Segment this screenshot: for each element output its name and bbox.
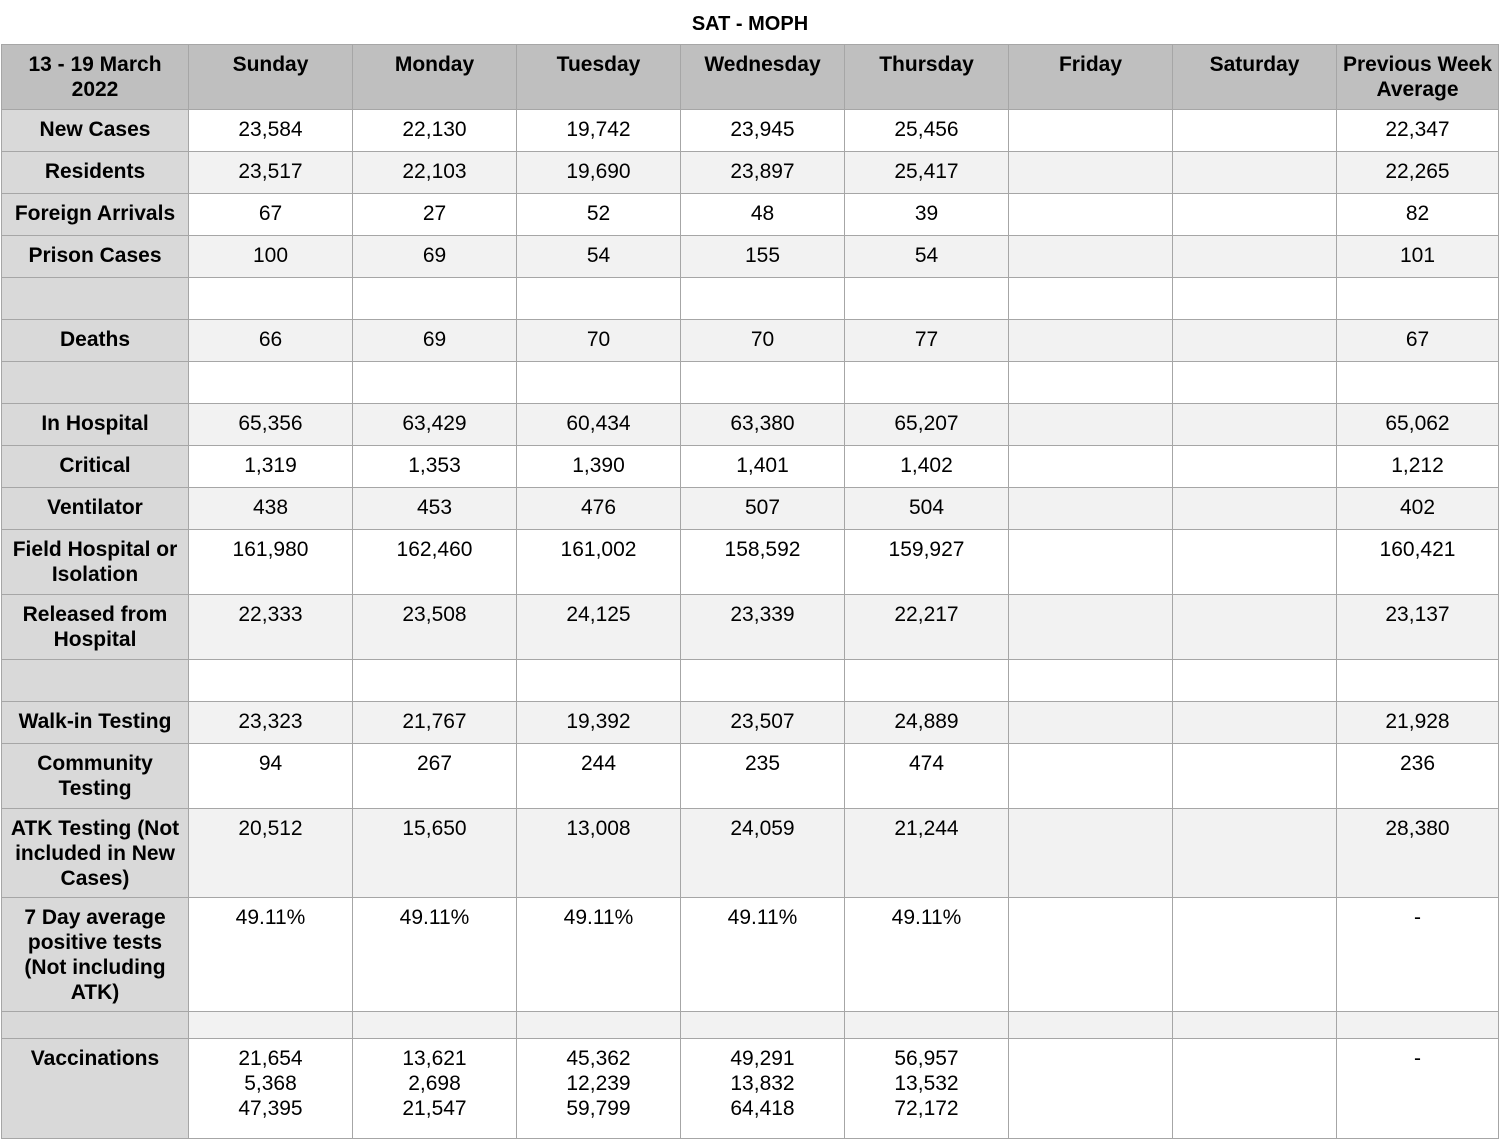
table-cell: 67 xyxy=(189,194,353,236)
table-cell xyxy=(1173,702,1337,744)
vaccination-value: 12,239 xyxy=(566,1072,631,1095)
vaccination-cell xyxy=(353,1039,517,1139)
table-cell: 27 xyxy=(353,194,517,236)
table-cell: 20,512 xyxy=(189,809,353,898)
table-row xyxy=(2,236,1499,278)
table-cell: 1,402 xyxy=(845,446,1009,488)
table-cell xyxy=(189,1012,353,1039)
row-label xyxy=(2,362,189,404)
table-cell: 1,390 xyxy=(517,446,681,488)
table-cell: 54 xyxy=(845,236,1009,278)
table-body xyxy=(2,110,1499,1139)
table-cell xyxy=(681,362,845,404)
average-cell: 28,380 xyxy=(1337,809,1499,898)
table-cell xyxy=(1009,110,1173,152)
average-cell: 67 xyxy=(1337,320,1499,362)
table-cell xyxy=(1009,809,1173,898)
table-cell: 69 xyxy=(353,320,517,362)
table-cell xyxy=(1009,278,1173,320)
table-cell: 70 xyxy=(517,320,681,362)
row-label: Deaths xyxy=(2,320,189,362)
table-cell: 25,417 xyxy=(845,152,1009,194)
vaccination-value: 47,395 xyxy=(238,1097,303,1120)
table-cell: 94 xyxy=(189,744,353,809)
table-cell xyxy=(1173,236,1337,278)
table-cell: 52 xyxy=(517,194,681,236)
table-cell: 63,380 xyxy=(681,404,845,446)
table-cell: 158,592 xyxy=(681,530,845,595)
row-label xyxy=(2,1012,189,1039)
table-cell xyxy=(1009,152,1173,194)
table-row xyxy=(2,404,1499,446)
table-cell: 49.11% xyxy=(189,898,353,1012)
table-cell xyxy=(1009,194,1173,236)
table-cell xyxy=(681,278,845,320)
row-label: ATK Testing (Not included in New Cases) xyxy=(2,809,189,898)
table-cell xyxy=(1009,898,1173,1012)
table-row xyxy=(2,152,1499,194)
average-cell: 23,137 xyxy=(1337,595,1499,660)
table-cell: 49.11% xyxy=(681,898,845,1012)
table-cell: 23,323 xyxy=(189,702,353,744)
table-cell: 155 xyxy=(681,236,845,278)
average-cell: 1,212 xyxy=(1337,446,1499,488)
table-cell: 15,650 xyxy=(353,809,517,898)
table-cell: 1,319 xyxy=(189,446,353,488)
table-cell xyxy=(845,278,1009,320)
table-cell: 39 xyxy=(845,194,1009,236)
vaccination-cell xyxy=(1009,1039,1173,1139)
table-cell: 161,980 xyxy=(189,530,353,595)
table-cell xyxy=(1009,236,1173,278)
header-day-wednesday: Wednesday xyxy=(681,45,845,110)
vaccination-value: 49,291 xyxy=(730,1047,795,1070)
table-cell: 70 xyxy=(681,320,845,362)
table-cell xyxy=(189,278,353,320)
table-cell xyxy=(1173,595,1337,660)
row-label: Critical xyxy=(2,446,189,488)
table-row xyxy=(2,898,1499,1012)
table-cell: 474 xyxy=(845,744,1009,809)
vaccination-cell xyxy=(1173,1039,1337,1139)
vaccination-value: 13,532 xyxy=(894,1072,959,1095)
table-cell: 19,690 xyxy=(517,152,681,194)
header-day-monday: Monday xyxy=(353,45,517,110)
table-cell: 24,059 xyxy=(681,809,845,898)
table-cell: 1,401 xyxy=(681,446,845,488)
vaccination-value: 56,957 xyxy=(894,1047,959,1070)
header-day-friday: Friday xyxy=(1009,45,1173,110)
table-cell xyxy=(1009,660,1173,702)
table-cell: 63,429 xyxy=(353,404,517,446)
row-label: Ventilator xyxy=(2,488,189,530)
vaccination-value: 72,172 xyxy=(894,1097,959,1120)
table-cell: 77 xyxy=(845,320,1009,362)
table-cell: 22,103 xyxy=(353,152,517,194)
table-cell xyxy=(1009,362,1173,404)
table-cell xyxy=(517,660,681,702)
table-cell: 66 xyxy=(189,320,353,362)
average-cell xyxy=(1337,1012,1499,1039)
table-cell: 476 xyxy=(517,488,681,530)
table-cell xyxy=(845,362,1009,404)
table-cell xyxy=(517,1012,681,1039)
vaccination-value: 13,621 xyxy=(402,1047,467,1070)
table-cell xyxy=(1173,152,1337,194)
table-cell: 69 xyxy=(353,236,517,278)
row-label: 7 Day average positive tests (Not including ATK) xyxy=(2,898,189,1012)
table-cell: 244 xyxy=(517,744,681,809)
average-cell: - xyxy=(1337,898,1499,1012)
table-cell xyxy=(1173,530,1337,595)
vaccination-cell xyxy=(189,1039,353,1139)
table-cell xyxy=(517,362,681,404)
table-cell: 161,002 xyxy=(517,530,681,595)
row-label: Foreign Arrivals xyxy=(2,194,189,236)
table-cell xyxy=(1009,530,1173,595)
table-cell xyxy=(1009,404,1173,446)
table-row xyxy=(2,702,1499,744)
table-cell xyxy=(1009,446,1173,488)
average-cell xyxy=(1337,362,1499,404)
average-cell: 82 xyxy=(1337,194,1499,236)
table-cell xyxy=(1173,898,1337,1012)
table-row xyxy=(2,110,1499,152)
table-cell: 49.11% xyxy=(353,898,517,1012)
header-day-saturday: Saturday xyxy=(1173,45,1337,110)
spacer-row xyxy=(2,362,1499,404)
row-label: Prison Cases xyxy=(2,236,189,278)
table-cell xyxy=(1173,660,1337,702)
average-cell: - xyxy=(1337,1039,1499,1139)
table-cell xyxy=(1173,404,1337,446)
vaccination-cell xyxy=(845,1039,1009,1139)
table-cell xyxy=(1009,488,1173,530)
average-cell: 22,347 xyxy=(1337,110,1499,152)
average-cell: 21,928 xyxy=(1337,702,1499,744)
table-row xyxy=(2,320,1499,362)
table-cell: 438 xyxy=(189,488,353,530)
table-cell: 23,584 xyxy=(189,110,353,152)
spacer-row xyxy=(2,1012,1499,1039)
vaccination-value: 64,418 xyxy=(730,1097,795,1120)
table-cell xyxy=(353,660,517,702)
table-cell xyxy=(1173,1012,1337,1039)
header-previous-week-average: Previous Week Average xyxy=(1337,45,1499,110)
table-cell xyxy=(1173,320,1337,362)
moph-stats-table xyxy=(1,44,1499,1139)
table-cell: 48 xyxy=(681,194,845,236)
table-row xyxy=(2,488,1499,530)
table-cell: 22,217 xyxy=(845,595,1009,660)
table-cell: 22,130 xyxy=(353,110,517,152)
table-cell xyxy=(681,660,845,702)
average-cell: 22,265 xyxy=(1337,152,1499,194)
table-cell: 507 xyxy=(681,488,845,530)
table-cell: 23,508 xyxy=(353,595,517,660)
table-cell: 65,356 xyxy=(189,404,353,446)
table-cell: 235 xyxy=(681,744,845,809)
header-day-tuesday: Tuesday xyxy=(517,45,681,110)
table-row xyxy=(2,194,1499,236)
header-day-sunday: Sunday xyxy=(189,45,353,110)
table-cell xyxy=(1173,744,1337,809)
table-cell: 24,889 xyxy=(845,702,1009,744)
average-cell xyxy=(1337,660,1499,702)
average-cell: 402 xyxy=(1337,488,1499,530)
vaccination-value: 13,832 xyxy=(730,1072,795,1095)
table-cell: 24,125 xyxy=(517,595,681,660)
vaccination-value: 45,362 xyxy=(566,1047,631,1070)
table-cell: 54 xyxy=(517,236,681,278)
table-cell: 23,897 xyxy=(681,152,845,194)
table-cell: 25,456 xyxy=(845,110,1009,152)
table-cell: 22,333 xyxy=(189,595,353,660)
table-cell: 21,244 xyxy=(845,809,1009,898)
vaccination-cell xyxy=(681,1039,845,1139)
table-row xyxy=(2,446,1499,488)
row-label xyxy=(2,278,189,320)
page-title: SAT - MOPH xyxy=(691,13,809,35)
table-cell: 23,517 xyxy=(189,152,353,194)
table-cell: 19,742 xyxy=(517,110,681,152)
average-cell: 160,421 xyxy=(1337,530,1499,595)
row-label: Residents xyxy=(2,152,189,194)
vaccinations-row xyxy=(2,1039,1499,1139)
table-cell: 19,392 xyxy=(517,702,681,744)
table-cell xyxy=(1173,278,1337,320)
table-row xyxy=(2,744,1499,809)
row-label: Community Testing xyxy=(2,744,189,809)
table-cell: 504 xyxy=(845,488,1009,530)
header-row xyxy=(2,45,1499,110)
table-cell: 49.11% xyxy=(517,898,681,1012)
table-cell xyxy=(1009,320,1173,362)
table-cell: 60,434 xyxy=(517,404,681,446)
table-cell xyxy=(681,1012,845,1039)
row-label: Field Hospital or Isolation xyxy=(2,530,189,595)
row-label xyxy=(2,660,189,702)
average-cell: 65,062 xyxy=(1337,404,1499,446)
table-cell xyxy=(353,362,517,404)
table-row xyxy=(2,595,1499,660)
table-row xyxy=(2,530,1499,595)
table-cell: 49.11% xyxy=(845,898,1009,1012)
table-cell: 162,460 xyxy=(353,530,517,595)
row-label: Walk-in Testing xyxy=(2,702,189,744)
table-cell xyxy=(1173,446,1337,488)
table-cell: 23,507 xyxy=(681,702,845,744)
table-cell xyxy=(1173,488,1337,530)
table-cell: 267 xyxy=(353,744,517,809)
table-cell xyxy=(1009,702,1173,744)
table-cell: 23,945 xyxy=(681,110,845,152)
table-cell xyxy=(1009,595,1173,660)
vaccination-value: 5,368 xyxy=(244,1072,297,1095)
table-cell xyxy=(353,278,517,320)
header-period: 13 - 19 March 2022 xyxy=(2,45,189,110)
vaccination-value: 2,698 xyxy=(408,1072,461,1095)
vaccination-value: 21,654 xyxy=(238,1047,303,1070)
table-cell xyxy=(1173,362,1337,404)
table-cell xyxy=(1173,194,1337,236)
table-cell: 21,767 xyxy=(353,702,517,744)
vaccination-cell xyxy=(517,1039,681,1139)
spacer-row xyxy=(2,278,1499,320)
header-day-thursday: Thursday xyxy=(845,45,1009,110)
average-cell xyxy=(1337,278,1499,320)
table-cell: 1,353 xyxy=(353,446,517,488)
table-cell xyxy=(845,1012,1009,1039)
average-cell: 236 xyxy=(1337,744,1499,809)
table-cell xyxy=(189,660,353,702)
table-row xyxy=(2,809,1499,898)
vaccination-value: 21,547 xyxy=(402,1097,467,1120)
row-label: New Cases xyxy=(2,110,189,152)
row-label: Vaccinations xyxy=(2,1039,189,1139)
row-label: Released from Hospital xyxy=(2,595,189,660)
table-cell xyxy=(1173,110,1337,152)
table-cell: 65,207 xyxy=(845,404,1009,446)
table-cell xyxy=(189,362,353,404)
table-cell xyxy=(517,278,681,320)
table-cell xyxy=(353,1012,517,1039)
table-cell xyxy=(1173,809,1337,898)
table-cell: 159,927 xyxy=(845,530,1009,595)
table-cell xyxy=(845,660,1009,702)
spacer-row xyxy=(2,660,1499,702)
table-cell xyxy=(1009,1012,1173,1039)
table-cell xyxy=(1009,744,1173,809)
table-cell: 23,339 xyxy=(681,595,845,660)
table-cell: 453 xyxy=(353,488,517,530)
average-cell: 101 xyxy=(1337,236,1499,278)
row-label: In Hospital xyxy=(2,404,189,446)
vaccination-value: 59,799 xyxy=(566,1097,631,1120)
table-cell: 13,008 xyxy=(517,809,681,898)
table-cell: 100 xyxy=(189,236,353,278)
